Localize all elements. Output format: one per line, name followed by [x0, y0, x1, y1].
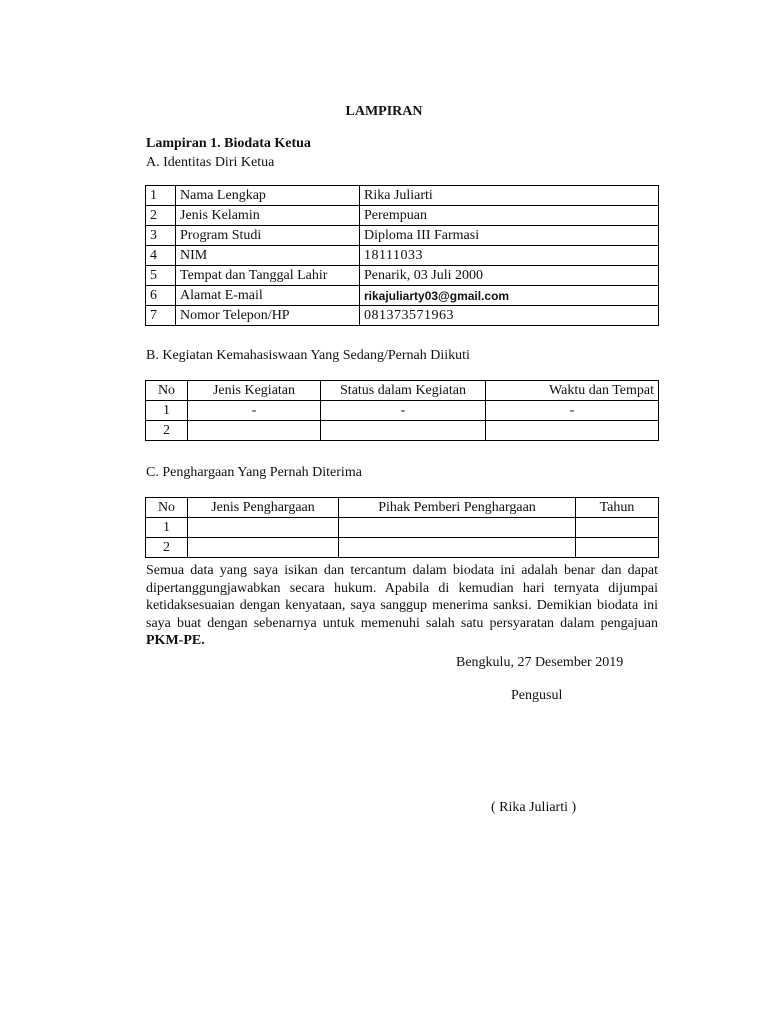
field-value: Penarik, 03 Juli 2000 — [360, 266, 659, 286]
table-cell — [188, 538, 339, 558]
table-cell: 2 — [146, 421, 188, 441]
field-label: Nama Lengkap — [176, 186, 360, 206]
field-label: Nomor Telepon/HP — [176, 306, 360, 326]
table-cell: - — [188, 401, 321, 421]
signer-name: ( Rika Juliarti ) — [491, 800, 577, 815]
table-cell — [321, 421, 486, 441]
section-title: Lampiran 1. Biodata Ketua — [146, 136, 311, 151]
table-cell: - — [321, 401, 486, 421]
table-row — [146, 206, 659, 226]
field-value: 081373571963 — [360, 306, 659, 326]
table-cell: 1 — [146, 401, 188, 421]
table-row — [146, 246, 659, 266]
table-row — [146, 266, 659, 286]
table-cell — [188, 518, 339, 538]
table-row — [146, 401, 659, 421]
place-date: Bengkulu, 27 Desember 2019 — [456, 655, 624, 670]
table-row — [146, 186, 659, 206]
award-table — [145, 497, 659, 558]
table-header-row — [146, 381, 659, 401]
table-cell — [576, 538, 659, 558]
subsection-award-heading: C. Penghargaan Yang Pernah Diterima — [146, 465, 362, 480]
field-label: Jenis Kelamin — [176, 206, 360, 226]
field-label: NIM — [176, 246, 360, 266]
statement-text: Semua data yang saya isikan dan tercantum dalam biodata ini adalah benar dan dapat dipertanggungjawabkan secara hukum. Apabila di kemudian hari ternyata dijumpai ketidaksesuaian dengan kenyataan, saya sanggup menerima sanksi. Demikian biodata ini saya buat dengan sebenarnya untuk memenuhi salah satu persyaratan dalam pengajuan — [146, 563, 658, 631]
row-number: 4 — [146, 246, 176, 266]
table-header-row — [146, 498, 659, 518]
table-row — [146, 226, 659, 246]
row-number: 6 — [146, 286, 176, 306]
column-header: No — [146, 498, 188, 518]
field-value: Diploma III Farmasi — [360, 226, 659, 246]
table-cell — [576, 518, 659, 538]
table-row — [146, 286, 659, 306]
field-value: Perempuan — [360, 206, 659, 226]
row-number: 7 — [146, 306, 176, 326]
table-cell: 1 — [146, 518, 188, 538]
table-row — [146, 421, 659, 441]
table-cell — [188, 421, 321, 441]
row-number: 1 — [146, 186, 176, 206]
column-header: Waktu dan Tempat — [486, 381, 659, 401]
activity-table — [145, 380, 659, 441]
column-header: Jenis Penghargaan — [188, 498, 339, 518]
email-value: rikajuliarty03@gmail.com — [360, 286, 659, 306]
column-header: Jenis Kegiatan — [188, 381, 321, 401]
column-header: No — [146, 381, 188, 401]
table-cell — [339, 538, 576, 558]
statement-paragraph — [146, 562, 658, 650]
subsection-identity-heading: A. Identitas Diri Ketua — [146, 155, 275, 170]
row-number: 3 — [146, 226, 176, 246]
column-header: Pihak Pemberi Penghargaan — [339, 498, 576, 518]
identity-table — [145, 185, 659, 326]
column-header: Tahun — [576, 498, 659, 518]
field-label: Tempat dan Tanggal Lahir — [176, 266, 360, 286]
field-value: Rika Juliarti — [360, 186, 659, 206]
table-row — [146, 518, 659, 538]
table-row — [146, 306, 659, 326]
table-cell — [486, 421, 659, 441]
field-label: Program Studi — [176, 226, 360, 246]
column-header: Status dalam Kegiatan — [321, 381, 486, 401]
row-number: 2 — [146, 206, 176, 226]
table-cell — [339, 518, 576, 538]
field-value: 18111033 — [360, 246, 659, 266]
subsection-activity-heading: B. Kegiatan Kemahasiswaan Yang Sedang/Pernah Diikuti — [146, 348, 470, 363]
signer-role: Pengusul — [511, 688, 563, 703]
statement-program: PKM-PE. — [146, 633, 205, 648]
page-title: LAMPIRAN — [345, 104, 423, 119]
table-row — [146, 538, 659, 558]
row-number: 5 — [146, 266, 176, 286]
table-cell: - — [486, 401, 659, 421]
field-label: Alamat E-mail — [176, 286, 360, 306]
table-cell: 2 — [146, 538, 188, 558]
